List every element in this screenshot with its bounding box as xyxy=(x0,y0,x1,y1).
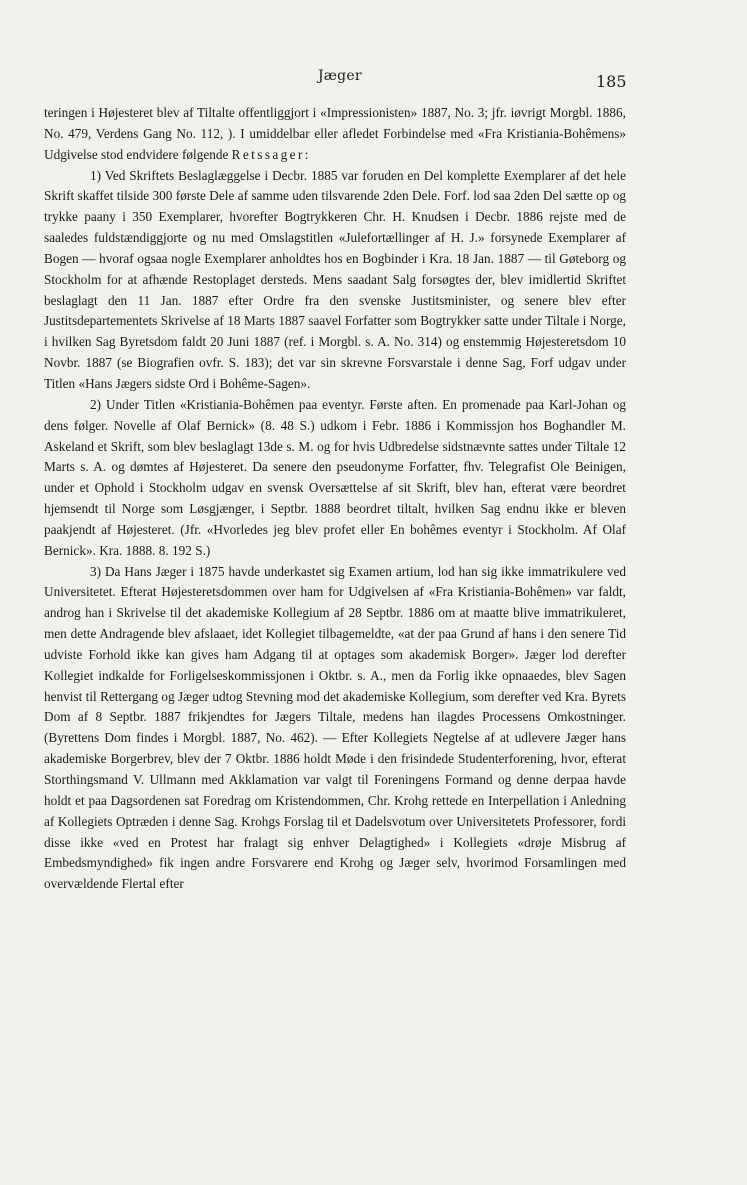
intro-text: teringen i Højesteret blev af Tiltalte offentliggjort i «Impressionisten» 1887, No. 3; jfr. iøvrigt Morgbl. 1886, No. 479, Verdens Gang No. 112, ). I umiddelbar eller afledet Forbindelse med «Fra Kristiania-Bohêmens» Udgivelse stod endvidere følgende xyxy=(44,105,626,162)
intro-colon: : xyxy=(304,146,309,162)
retssager-term: Retssager xyxy=(231,146,305,162)
case-1-paragraph: 1) Ved Skriftets Beslaglæggelse i Decbr. 1885 var foruden en Del komplette Exemplarer af det hele Skrift skaffet tilside 300 første Dele af samme uden tilsvarende 2den Dele. Forf. lod saa 2den Del sætte op og trykke paany i 350 Exemplarer, hvorefter Bogtrykkeren Chr. H. Knudsen i Decbr. 1886 rejste med de saaledes fuldstændiggjorte og nu med Omslagstitlen «Julefortællinger af H. J.» forsynede Exemplarer af Bogen — hvoraf ogsaa nogle Exemplarer anholdtes hos en Bogbinder i Kra. 18 Jan. 1887 — til Gøteborg og Stockholm for at afhænde Restoplaget dersteds. Mens saadant Salg forsøgtes der, blev imidlertid Skriftet beslaglagt den 11 Jan. 1887 efter Ordre fra den svenske Justitsminister, og senere blev efter Justitsdepartementets Skrivelse af 18 Marts 1887 saavel Forfatter som Bogtrykker satte under Tiltale i Norge, i hvilken Sag Byretsdom faldt 20 Juni 1887 (ref. i Morgbl. s. A. No. 314) og enstemmig Højesteretsdom 10 Novbr. 1887 (se Biografien ovfr. S. 183); det var sin skrevne Forsvarstale i denne Sag, Forf udgav under Titlen «Hans Jægers sidste Ord i Bohême-Sagen». xyxy=(44,167,626,391)
page-number: 185 xyxy=(596,72,627,91)
case-3-paragraph: 3) Da Hans Jæger i 1875 havde underkastet sig Examen artium, lod han sig ikke immatrikulere ved Universitetet. Efterat Højesteretsdommen over ham for Udgivelsen af «Fra Kristiania-Bohêmen» var faldt, androg han i Skrivelse til det akademiske Kollegium af 28 Septbr. 1886 om at maatte blive immatrikuleret, men dette Andragende blev afslaaet, idet Kollegiet tilbagemeldte, «at der paa Grund af hans i den senere Tid udviste Forhold ikke kan gives ham Adgang til at optages som akademisk Borger». Jæger lod derefter Kollegiet indkalde for Forligelseskommissjonen i Oktbr. s. A., men da Forlig ikke opnaaedes, blev Sagen henvist til Rettergang og Jæger udtog Stevning mod det akademiske Kollegium, som derefter ved Kra. Byrets Dom af 8 Septbr. 1887 frikjendtes for Jægers Tiltale, medens han ilagdes Processens Omkostninger. (Byrettens Dom findes i Morgbl. 1887, No. 462). — Efter Kollegiets Negtelse af at udlevere Jæger hans akademiske Borgerbrev, blev der 7 Oktbr. 1886 holdt Møde i den frisindede Studenterforening, hvor, efterat Storthingsmand V. Ullmann med Akklamation var valgt til Foreningens Formand og denne derpaa havde holdt et paa Dagsordenen sat Foredrag om Kristendommen, Chr. Krohg rettede en Interpellation i Anledning af Kollegiets Optræden i denne Sag. Krohgs Forslag til et Dadelsvotum over Universitetets Professorer, fordi disse ikke «ved en Protest har fralagt sig enhver Delagtighed» i Kollegiets «drøje Misbrug af Embedsmyndighed» fik ingen andre Forsvarere end Krohg og Jæger selv, hvorimod Forsamlingen med overvældende Flertal efter xyxy=(44,563,626,892)
case-2-paragraph: 2) Under Titlen «Kristiania-Bohêmen paa eventyr. Første aften. En promenade paa Karl-Johan og dens følger. Novelle af Olaf Bernick» (8. 48 S.) udkom i Febr. 1886 i Kommissjon hos Boghandler M. Askeland et Skrift, som blev beslaglagt 13de s. M. og for hvis Udbredelse sidstnævnte sattes under Tiltale 12 Marts s. A. og dømtes af Højesteret. Da senere den pseudonyme Forfatter, fhv. Telegrafist Ole Beinigen, under et Ophold i Stockholm udgav en svensk Oversættelse af sit Skrift, blev han, efterat være beordret hjemsendt til Norge som Løsgjænger, i Septbr. 1888 beordret tiltalt, hvilken Sag endnu ikke er bleven paakjendt af Højesteret. (Jfr. «Hvorledes jeg blev profet eller En bohêmes eventyr i Stockholm. Af Olaf Bernick». Kra. 1888. 8. 192 S.) xyxy=(44,396,626,558)
running-head xyxy=(0,66,747,90)
running-title: Jæger xyxy=(318,68,362,84)
intro-continuation-paragraph xyxy=(44,103,626,166)
body-text xyxy=(44,103,626,895)
